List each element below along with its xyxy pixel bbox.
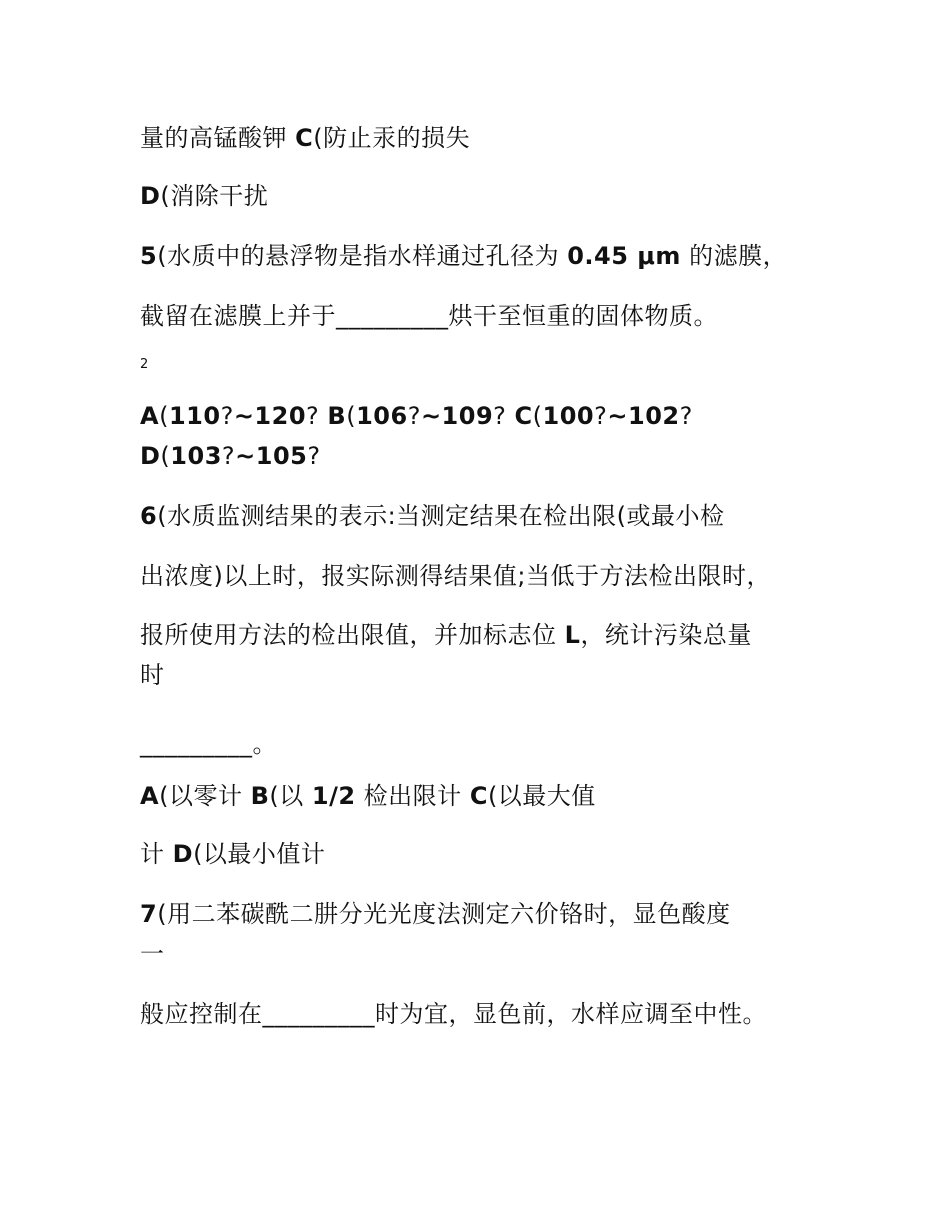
options-line xyxy=(140,401,693,431)
text-run: ? xyxy=(220,402,234,430)
bold-value: 110 xyxy=(168,402,221,430)
bold-value: 1/2 xyxy=(311,782,356,810)
text-run: ? xyxy=(306,402,328,430)
question-number: 6 xyxy=(140,502,158,530)
text-line xyxy=(140,660,165,690)
question-5 xyxy=(140,241,787,271)
bold-value: ~105 xyxy=(235,442,308,470)
text-run: 出浓度)以上时，报实际测得结果值;当低于方法检出限时， xyxy=(140,562,771,590)
options-line xyxy=(140,781,596,811)
bold-value: ~109 xyxy=(420,402,494,430)
text-run: ，统计污染总量 xyxy=(580,621,752,649)
question-6 xyxy=(140,501,725,531)
text-run: (消除干扰 xyxy=(160,182,269,210)
options-line xyxy=(140,839,325,869)
text-run: 计 xyxy=(140,840,173,868)
text-run: ? xyxy=(307,442,321,470)
text-run: ? xyxy=(493,402,515,430)
text-run: ( xyxy=(159,402,169,430)
option-letter: B xyxy=(327,402,347,430)
text-run: 检出限计 xyxy=(355,782,470,810)
text-line xyxy=(140,729,277,759)
text-run: 量的高锰酸钾 xyxy=(140,124,296,152)
option-letter: D xyxy=(140,442,161,470)
text-run: 时 xyxy=(140,661,165,689)
option-letter: D xyxy=(172,840,194,868)
text-line xyxy=(140,561,771,591)
option-letter: A xyxy=(140,782,160,810)
bold-value: ~102 xyxy=(607,402,680,430)
answer-blank: _________。 xyxy=(140,730,277,758)
bold-value: L xyxy=(564,621,581,649)
text-run: (以最小值计 xyxy=(193,840,326,868)
text-run: (以最大值 xyxy=(487,782,596,810)
options-line xyxy=(140,441,321,471)
text-run: (水质监测结果的表示:当测定结果在检出限(或最小检 xyxy=(157,502,725,530)
text-line xyxy=(140,620,752,650)
text-run: 截留在滤膜上并于_________烘干至恒重的固体物质。 xyxy=(140,302,718,330)
text-line xyxy=(140,301,718,331)
bold-value: 106 xyxy=(356,402,408,430)
text-run: 报所使用方法的检出限值，并加标志位 xyxy=(140,621,565,649)
text-run: ? xyxy=(594,402,608,430)
text-run: ? xyxy=(679,402,693,430)
bold-value: 103 xyxy=(170,442,222,470)
option-letter: C xyxy=(295,124,314,152)
option-letter: A xyxy=(140,402,160,430)
text-run: 一 xyxy=(140,940,165,968)
question-number: 5 xyxy=(140,242,158,270)
text-line xyxy=(140,939,165,969)
text-line xyxy=(140,181,268,211)
text-run: ( xyxy=(532,402,543,430)
bold-value: 100 xyxy=(542,402,595,430)
option-letter: C xyxy=(514,402,533,430)
text-run: (防止汞的损失 xyxy=(313,124,471,152)
text-run: ( xyxy=(346,402,357,430)
text-run: 的滤膜， xyxy=(680,242,788,270)
option-letter: C xyxy=(469,782,488,810)
bold-value: 0.45 μm xyxy=(567,242,681,270)
text-run: (以零计 xyxy=(159,782,251,810)
text-run: ? xyxy=(221,442,236,470)
question-number: 7 xyxy=(140,900,158,928)
option-letter: B xyxy=(250,782,270,810)
page-number: 2 xyxy=(140,357,149,372)
bold-value: ~120 xyxy=(233,402,307,430)
text-line xyxy=(140,999,767,1029)
text-run: ( xyxy=(160,442,171,470)
text-run: (用二苯碳酰二肼分光光度法测定六价铬时，显色酸度 xyxy=(157,900,731,928)
text-run: (水质中的悬浮物是指水样通过孔径为 xyxy=(157,242,568,270)
text-run: 般应控制在_________时为宜，显色前，水样应调至中性。 xyxy=(140,1000,767,1028)
text-run: ? xyxy=(407,402,421,430)
text-run: (以 xyxy=(269,782,312,810)
option-letter: D xyxy=(140,182,161,210)
question-7 xyxy=(140,899,731,929)
text-line xyxy=(140,123,470,153)
